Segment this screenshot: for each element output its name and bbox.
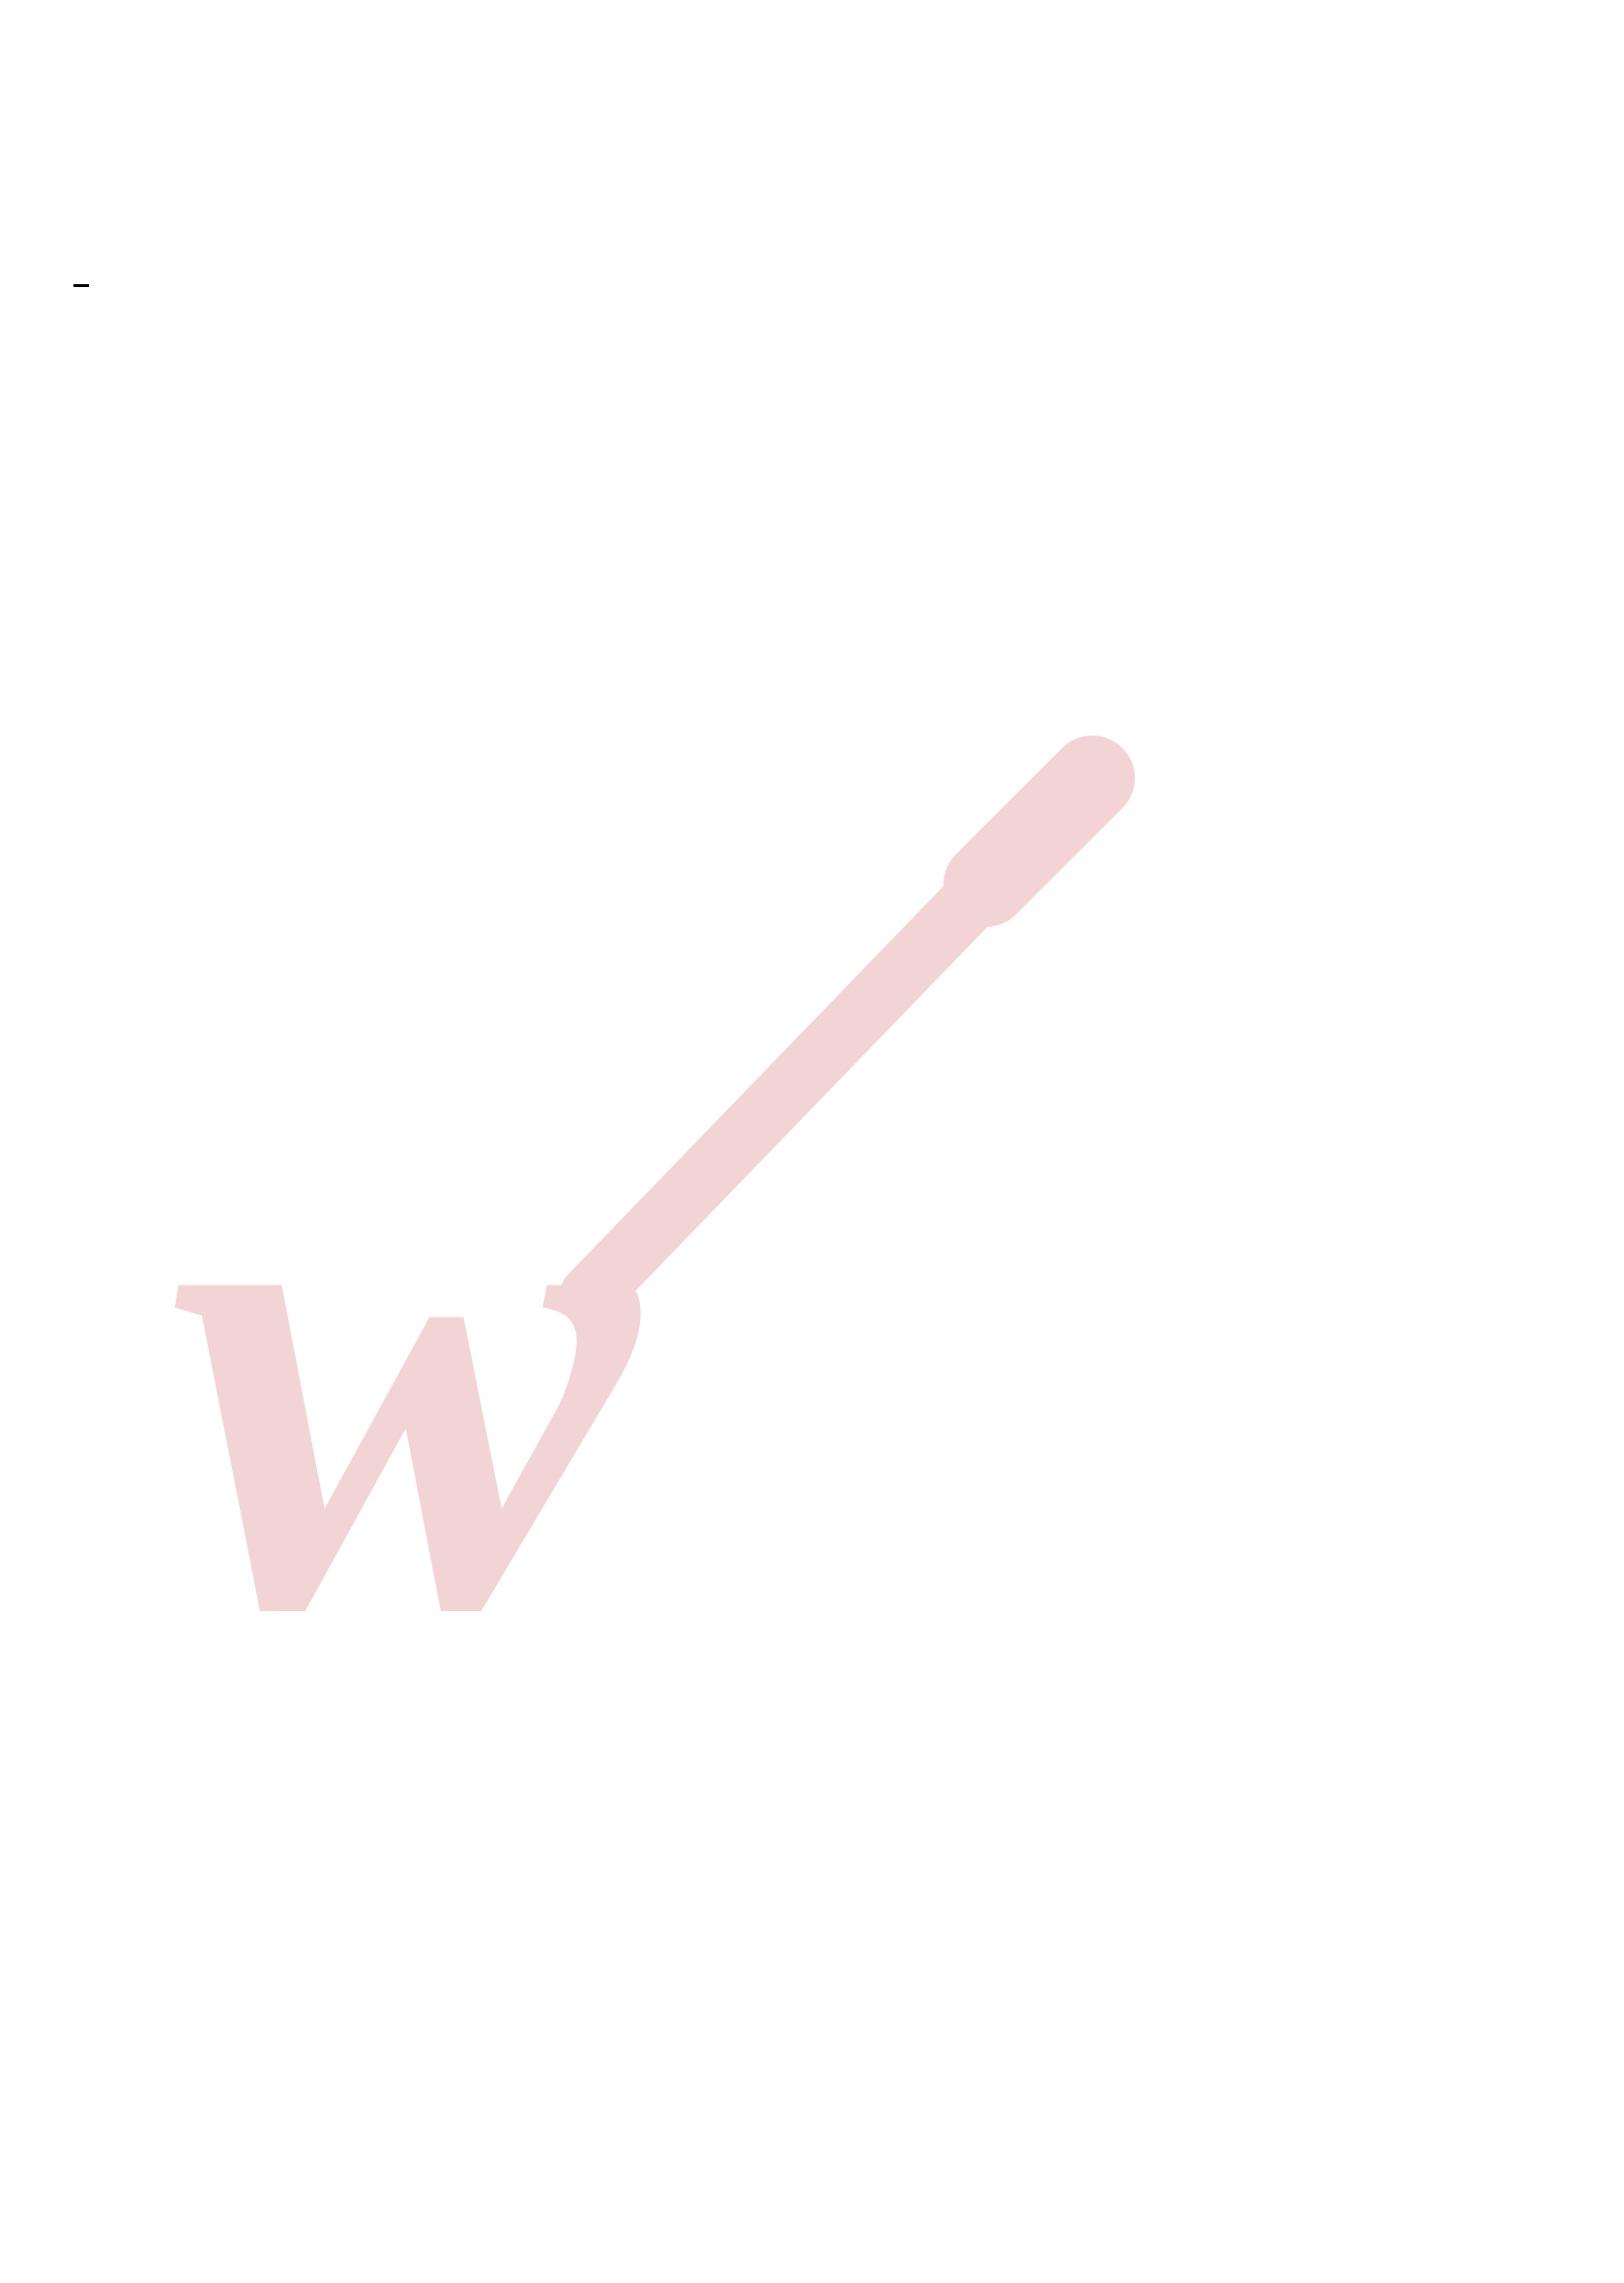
time-signature-bottom: [73, 287, 89, 289]
key-signature: [58, 282, 89, 289]
watermark: [135, 319, 1257, 1769]
svg-text:w: w: [174, 984, 639, 1755]
watermark-guitar-logo: [174, 778, 1092, 1755]
qr-code-wechat: [29, 6, 271, 249]
time-signature: [73, 282, 89, 289]
qr-code-official-account: [1338, 6, 1566, 236]
